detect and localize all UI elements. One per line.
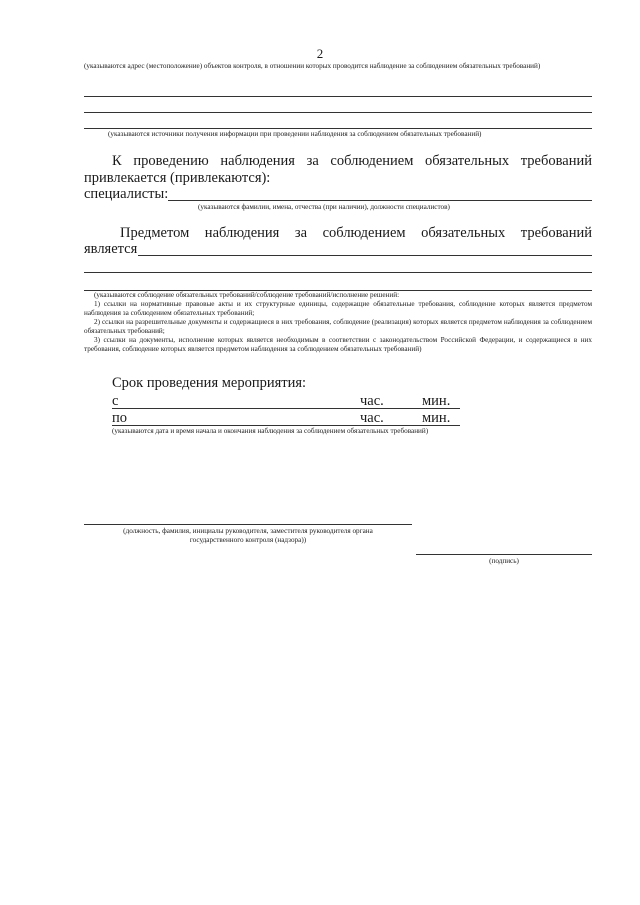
specialists-label: специалисты: bbox=[84, 186, 169, 202]
involvement-line-1: К проведению наблюдения за соблюдением обязательных требований bbox=[112, 153, 592, 169]
to-hours-label: час. bbox=[360, 410, 384, 426]
page-number: 2 bbox=[316, 46, 324, 61]
subject-line-1: Предметом наблюдения за соблюдением обязательных требований bbox=[120, 225, 592, 241]
involvement-line-2: привлекается (привлекаются): bbox=[84, 170, 271, 186]
position-note bbox=[84, 527, 412, 545]
objects-line-2 bbox=[84, 112, 592, 113]
position-note-line-1: (должность, фамилия, инициалы руководителя, заместителя руководителя органа bbox=[123, 527, 373, 535]
to-minutes-label: мин. bbox=[422, 410, 451, 426]
objects-note: (указываются адрес (местоположение) объектов контроля, в отношении которых проводится наблюдение за соблюдением обязательных требований) bbox=[84, 62, 541, 70]
from-line bbox=[112, 408, 460, 409]
subject-note-item-2: 2) ссылки на разрешительные документы и содержащиеся в них требования, соблюдение (реализация) которых является предметом наблюдения за соблюдением обязательных требований; bbox=[84, 318, 592, 335]
position-line bbox=[84, 524, 412, 525]
specialists-line bbox=[168, 200, 592, 201]
to-line bbox=[112, 425, 460, 426]
position-note-line-2: государственного контроля (надзора)) bbox=[189, 536, 307, 544]
subject-line-2: является bbox=[84, 241, 138, 257]
from-label: с bbox=[112, 393, 119, 409]
objects-line-1 bbox=[84, 96, 592, 97]
sources-note: (указываются источники получения информации при проведении наблюдения за соблюдением обязательных требований) bbox=[108, 130, 482, 138]
signature-line bbox=[416, 554, 592, 555]
from-minutes-label: мин. bbox=[422, 393, 451, 409]
subject-note-item-3: 3) ссылки на документы, исполнение которых является необходимым в соответствии с законодательством Российской Федерации, и содержащиеся в них требования, соблюдение которых является предметом наблюдения за соблюдением обязательных требований) bbox=[84, 336, 592, 353]
to-label: по bbox=[112, 410, 128, 426]
signature-note: (подпись) bbox=[489, 557, 519, 565]
subject-line-a bbox=[138, 255, 592, 256]
subject-note bbox=[84, 291, 592, 354]
sources-line bbox=[84, 128, 592, 129]
term-heading: Срок проведения мероприятия: bbox=[112, 375, 307, 391]
term-note: (указываются дата и время начала и окончания наблюдения за соблюдением обязательных требований) bbox=[112, 427, 429, 435]
subject-note-intro: (указываются соблюдение обязательных требований/соблюдение требований/исполнение решений: bbox=[94, 291, 400, 299]
specialists-note: (указываются фамилии, имена, отчества (при наличии), должности специалистов) bbox=[198, 203, 450, 211]
from-hours-label: час. bbox=[360, 393, 384, 409]
subject-note-item-1: 1) ссылки на нормативные правовые акты и их структурные единицы, содержащие обязательные требования, соблюдение которых является предметом наблюдения за соблюдением обязательных требований; bbox=[84, 300, 592, 317]
subject-line-b bbox=[84, 272, 592, 273]
